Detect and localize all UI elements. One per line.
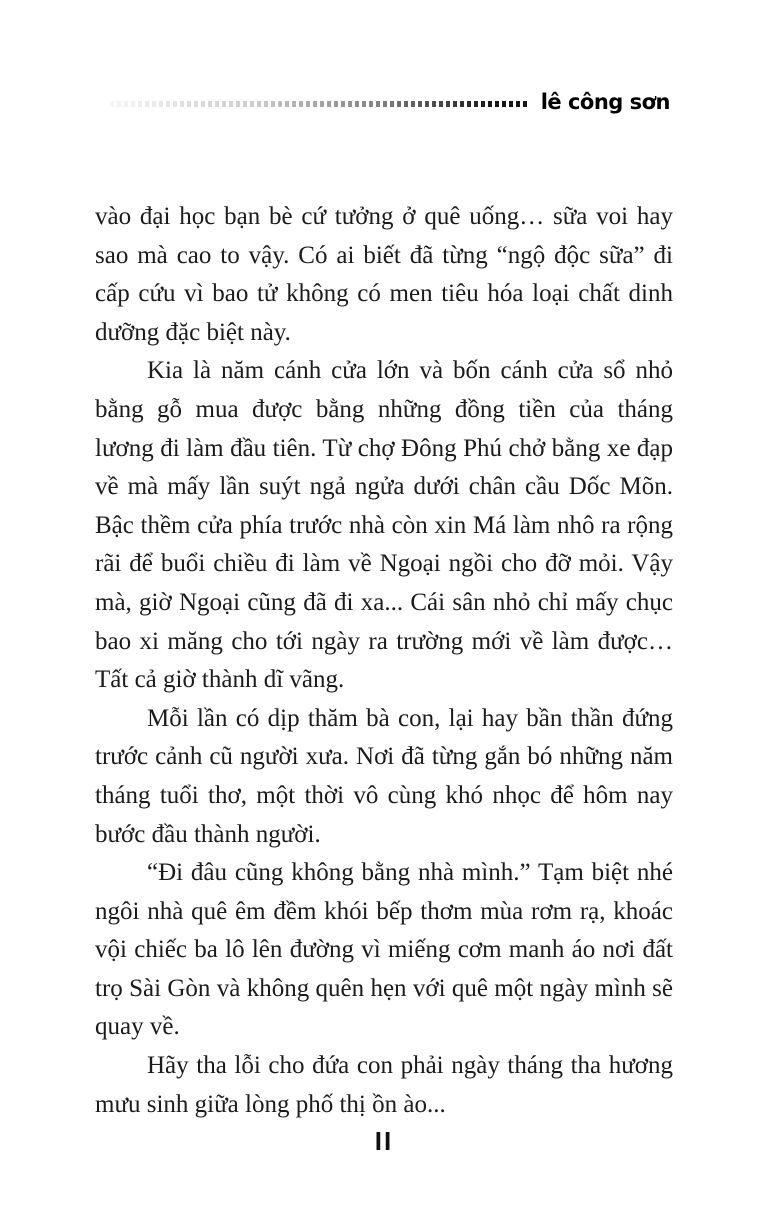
paragraph: “Đi đâu cũng không bằng nhà mình.” Tạm biệt nhé ngôi nhà quê êm đềm khói bếp thơm mùa rơm rạ, khoác vội chiếc ba lô lên đường vì miếng cơm manh áo nơi đất trọ Sài Gòn và không quên hẹn với quê một ngày mình sẽ quay về. bbox=[95, 859, 673, 1041]
paragraph: Mỗi lần có dịp thăm bà con, lại hay bần thần đứng trước cảnh cũ người xưa. Nơi đã từng gắn bó những năm tháng tuổi thơ, một thời vô cùng khó nhọc để hôm nay bước đầu thành người. bbox=[95, 704, 673, 848]
dotted-leader-line bbox=[110, 101, 528, 107]
page-number: II bbox=[374, 1126, 394, 1156]
body-text bbox=[95, 198, 673, 1124]
header-author-name: lê công sơn bbox=[540, 90, 670, 114]
page-header bbox=[110, 86, 670, 118]
paragraph: vào đại học bạn bè cứ tưởng ở quê uống… sữa voi hay sao mà cao to vậy. Có ai biết đã từng “ngộ độc sữa” đi cấp cứu vì bao tử không có men tiêu hóa loại chất dinh dưỡng đặc biệt này. bbox=[95, 203, 673, 346]
paragraph: Hãy tha lỗi cho đứa con phải ngày tháng tha hương mưu sinh giữa lòng phố thị ồn ào... bbox=[95, 1052, 673, 1118]
paragraph: Kia là năm cánh cửa lớn và bốn cánh cửa sổ nhỏ bằng gỗ mua được bằng những đồng tiền của tháng lương đi làm đầu tiên. Từ chợ Đông Phú chở bằng xe đạp về mà mấy lần suýt ngả ngửa dưới chân cầu Dốc Mõn. Bậc thềm cửa phía trước nhà còn xin Má làm nhô ra rộng rãi để buổi chiều đi làm về Ngoại ngồi cho đỡ mỏi. Vậy mà, giờ Ngoại cũng đã đi xa... Cái sân nhỏ chỉ mấy chục bao xi măng cho tới ngày ra trường mới về làm được… Tất cả giờ thành dĩ vãng. bbox=[95, 357, 673, 694]
